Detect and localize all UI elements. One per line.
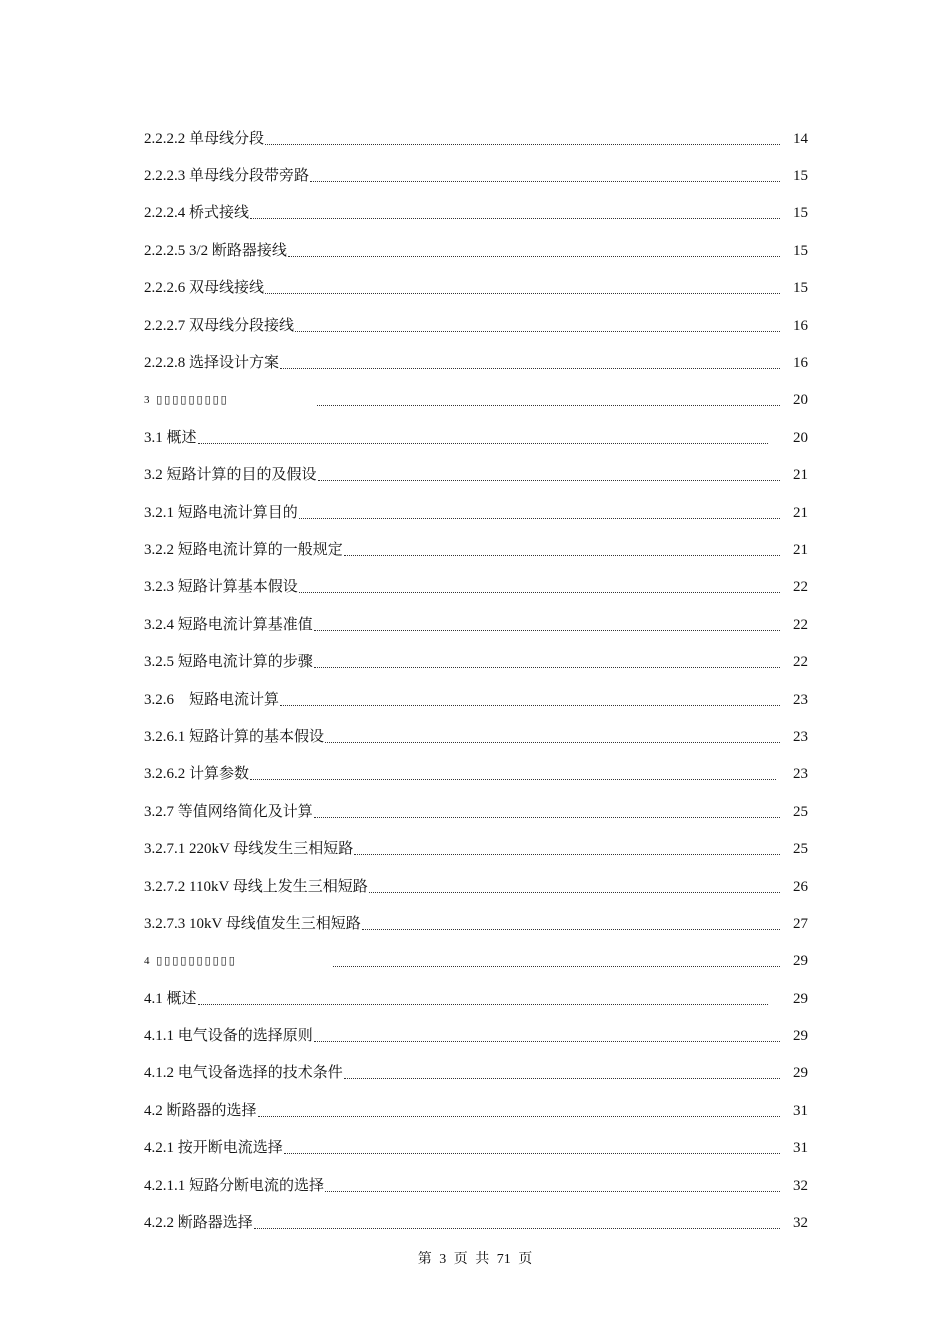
toc-entry-label: 3.2.7 等值网络简化及计算 — [144, 803, 313, 820]
toc-entry-page: 16 — [793, 317, 808, 334]
toc-entry-label: 2.2.2.2 单母线分段 — [144, 130, 265, 147]
toc-entry-label: 4.1.2 电气设备选择的技术条件 — [144, 1065, 343, 1082]
dot-leader — [254, 1227, 780, 1229]
toc-entry-label: 3.2.6.1 短路计算的基本假设 — [144, 728, 325, 745]
toc-entry-page: 23 — [793, 766, 808, 783]
dot-leader — [344, 554, 780, 556]
toc-entry[interactable] — [144, 531, 808, 568]
dot-leader — [280, 367, 780, 369]
dot-leader — [310, 180, 780, 182]
dot-leader — [288, 255, 780, 257]
dot-leader — [325, 741, 780, 743]
toc-entry-page: 22 — [793, 616, 808, 633]
toc-entry-page: 21 — [793, 504, 808, 521]
toc-entry-page: 15 — [793, 205, 808, 222]
toc-entry-label: 2.2.2.6 双母线接线 — [144, 280, 265, 297]
toc-entry-page: 29 — [793, 1065, 808, 1082]
toc-entry-page: 26 — [793, 878, 808, 895]
dot-leader — [299, 517, 780, 519]
toc-entry-label: 3.2.7.2 110kV 母线上发生三相短路 — [144, 878, 368, 895]
toc-entry-page: 32 — [793, 1215, 808, 1232]
dot-leader — [258, 1115, 780, 1117]
toc-entry-label: 4.2 断路器的选择 — [144, 1102, 257, 1119]
toc-entry-label: 3 ▯▯▯▯▯▯▯▯▯ — [144, 394, 229, 407]
toc-entry-label: 2.2.2.4 桥式接线 — [144, 205, 250, 222]
dot-leader — [250, 778, 776, 780]
toc-entry-label: 2.2.2.8 选择设计方案 — [144, 355, 280, 372]
toc-entry[interactable] — [144, 457, 808, 494]
toc-entry-page: 23 — [793, 691, 808, 708]
dot-leader — [314, 629, 780, 631]
toc-entry[interactable] — [144, 120, 808, 157]
dot-leader — [318, 479, 780, 481]
toc-entry-label: 4 ▯▯▯▯▯▯▯▯▯▯ — [144, 955, 237, 968]
toc-entry[interactable] — [144, 419, 808, 456]
toc-entry-label: 4.2.1 按开断电流选择 — [144, 1140, 283, 1157]
toc-entry-label: 2.2.2.5 3/2 断路器接线 — [144, 242, 287, 259]
dot-leader — [344, 1077, 780, 1079]
toc-entry-label: 3.2.7.3 10kV 母线值发生三相短路 — [144, 915, 361, 932]
toc-entry-label: 3.2.1 短路电流计算目的 — [144, 504, 298, 521]
dot-leader — [284, 1152, 780, 1154]
toc-entry-label: 3.2.5 短路电流计算的步骤 — [144, 654, 313, 671]
toc-entry[interactable] — [144, 1130, 808, 1167]
toc-entry[interactable] — [144, 793, 808, 830]
toc-entry-label: 3.2.6.2 计算参数 — [144, 766, 250, 783]
toc-entry-page: 23 — [793, 728, 808, 745]
toc-entry-page: 27 — [793, 915, 808, 932]
toc-entry-page: 16 — [793, 355, 808, 372]
toc-entry-page: 21 — [793, 467, 808, 484]
dot-leader — [369, 891, 780, 893]
toc-chapter-entry[interactable] — [144, 382, 808, 419]
toc-entry[interactable] — [144, 1092, 808, 1129]
toc-entry-page: 15 — [793, 168, 808, 185]
toc-entry[interactable] — [144, 494, 808, 531]
toc-entry-label: 3.2.2 短路电流计算的一般规定 — [144, 541, 343, 558]
toc-entry-page: 31 — [793, 1140, 808, 1157]
toc-entry[interactable] — [144, 1017, 808, 1054]
toc-entry[interactable] — [144, 232, 808, 269]
toc-entry-label: 2.2.2.7 双母线分段接线 — [144, 317, 295, 334]
toc-entry-page: 22 — [793, 579, 808, 596]
dot-leader — [198, 1003, 768, 1005]
toc-entry[interactable] — [144, 1167, 808, 1204]
toc-entry-page: 31 — [793, 1102, 808, 1119]
toc-entry-page: 29 — [793, 1028, 808, 1045]
toc-entry[interactable] — [144, 681, 808, 718]
toc-entry[interactable] — [144, 905, 808, 942]
toc-entry[interactable] — [144, 195, 808, 232]
dot-leader — [325, 1190, 780, 1192]
toc-entry[interactable] — [144, 344, 808, 381]
toc-entry-page: 21 — [793, 541, 808, 558]
toc-entry-page: 14 — [793, 130, 808, 147]
toc-entry-label: 4.2.2 断路器选择 — [144, 1215, 253, 1232]
toc-entry-label: 4.1.1 电气设备的选择原则 — [144, 1028, 313, 1045]
toc-entry-label: 2.2.2.3 单母线分段带旁路 — [144, 168, 310, 185]
toc-entry-page: 29 — [793, 953, 808, 970]
toc-entry[interactable] — [144, 1204, 808, 1241]
toc-entry-page: 32 — [793, 1177, 808, 1194]
toc-entry[interactable] — [144, 718, 808, 755]
dot-leader — [250, 217, 780, 219]
dot-leader — [265, 143, 780, 145]
dot-leader — [354, 853, 780, 855]
dot-leader — [333, 965, 780, 967]
dot-leader — [362, 928, 780, 930]
toc-entry-page: 20 — [793, 429, 808, 446]
toc-chapter-entry[interactable] — [144, 943, 808, 980]
toc-entry[interactable] — [144, 643, 808, 680]
toc-entry-page: 15 — [793, 280, 808, 297]
dot-leader — [299, 591, 780, 593]
toc-entry-page: 22 — [793, 654, 808, 671]
toc-entry-page: 25 — [793, 841, 808, 858]
toc-entry-label: 3.2.3 短路计算基本假设 — [144, 579, 298, 596]
toc-entry-page: 29 — [793, 990, 808, 1007]
dot-leader — [314, 816, 780, 818]
page-footer: 第 3 页 共 71 页 — [417, 1252, 533, 1267]
toc-entry[interactable] — [144, 830, 808, 867]
toc-entry-label: 3.2.7.1 220kV 母线发生三相短路 — [144, 841, 354, 858]
toc-entry-label: 3.2.6 短路电流计算 — [144, 691, 280, 708]
toc-entry[interactable] — [144, 980, 808, 1017]
toc-entry[interactable] — [144, 157, 808, 194]
toc-entry[interactable] — [144, 270, 808, 307]
toc-entry[interactable] — [144, 1055, 808, 1092]
toc-entry[interactable] — [144, 868, 808, 905]
dot-leader — [314, 666, 780, 668]
dot-leader — [295, 330, 780, 332]
table-of-contents — [144, 120, 808, 1242]
dot-leader — [265, 292, 780, 294]
toc-entry-label: 4.1 概述 — [144, 990, 197, 1007]
toc-entry-page: 20 — [793, 392, 808, 409]
toc-entry-label: 3.2.4 短路电流计算基准值 — [144, 616, 313, 633]
toc-entry-label: 4.2.1.1 短路分断电流的选择 — [144, 1177, 325, 1194]
toc-entry-page: 15 — [793, 242, 808, 259]
toc-entry-page: 25 — [793, 803, 808, 820]
dot-leader — [280, 704, 780, 706]
toc-entry-label: 3.2 短路计算的目的及假设 — [144, 467, 317, 484]
toc-entry-label: 3.1 概述 — [144, 429, 197, 446]
dot-leader — [314, 1040, 780, 1042]
dot-leader — [317, 404, 780, 406]
dot-leader — [198, 442, 768, 444]
toc-entry[interactable] — [144, 307, 808, 344]
toc-entry[interactable] — [144, 569, 808, 606]
toc-entry[interactable] — [144, 606, 808, 643]
toc-entry[interactable] — [144, 756, 808, 793]
